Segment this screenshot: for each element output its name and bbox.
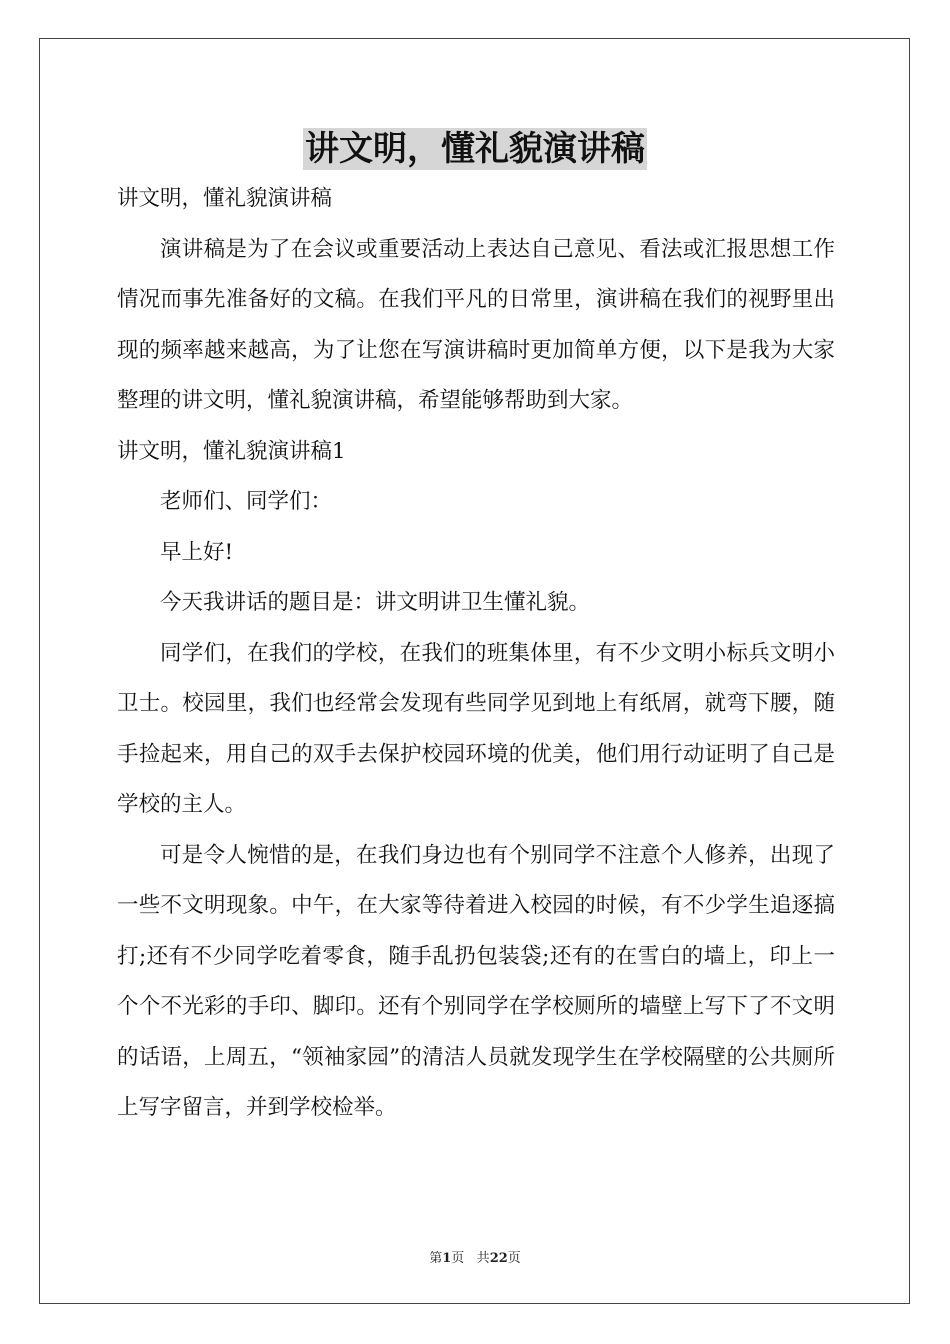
footer-total-suffix: 页: [507, 1251, 521, 1266]
footer-page-prefix: 第: [429, 1251, 443, 1266]
greeting-paragraph: 早上好!: [160, 539, 234, 565]
footer-total-prefix: 共: [476, 1251, 490, 1266]
footer-page-suffix: 页: [451, 1251, 465, 1266]
salutation-paragraph: 老师们、同学们：: [160, 489, 333, 514]
footer-page-number: 1: [442, 1251, 452, 1266]
body-paragraph: 同学们，在我们的学校，在我们的班集体里，有不少文明小标兵文明小卫士。校园里，我们也经常会发现有些同学见到地上有纸屑，就弯下腰，随手捡起来，用自己的双手去保护校园环境的优美，他们用行动证明了自己是学校的主人。: [117, 640, 835, 817]
document-title-text: 讲文明，懂礼貌演讲稿: [305, 129, 645, 169]
subtitle-line: 讲文明，懂礼貌演讲稿: [117, 186, 333, 211]
document-title: [0, 128, 950, 170]
body-paragraph: 可是令人惋惜的是，在我们身边也有个别同学不注意个人修养，出现了一些不文明现象。中午，在大家等待着进入校园的时候，有不少学生追逐搞打;还有不少同学吃着零食，随手乱扔包装袋;还有的在雪白的墙上，印上一个个不光彩的手印、脚印。还有个别同学在学校厕所的墙壁上写下了不文明的话语，上周五，“领袖家园”的清洁人员就发现学生在学校隔壁的公共厕所上写字留言，并到学校检举。: [117, 842, 835, 1120]
footer-total-pages: 22: [489, 1251, 508, 1266]
section-heading: 讲文明，懂礼貌演讲稿1: [117, 438, 346, 464]
document-body: [117, 174, 835, 1134]
intro-paragraph: 演讲稿是为了在会议或重要活动上表达自己意见、看法或汇报思想工作情况而事先准备好的文稿。在我们平凡的日常里，演讲稿在我们的视野里出现的频率越来越高，为了让您在写演讲稿时更加简单方便，以下是我为大家整理的讲文明，懂礼貌演讲稿，希望能够帮助到大家。: [117, 236, 835, 413]
page-footer: [0, 1247, 950, 1266]
topic-paragraph: 今天我讲话的题目是：讲文明讲卫生懂礼貌。: [160, 590, 591, 615]
